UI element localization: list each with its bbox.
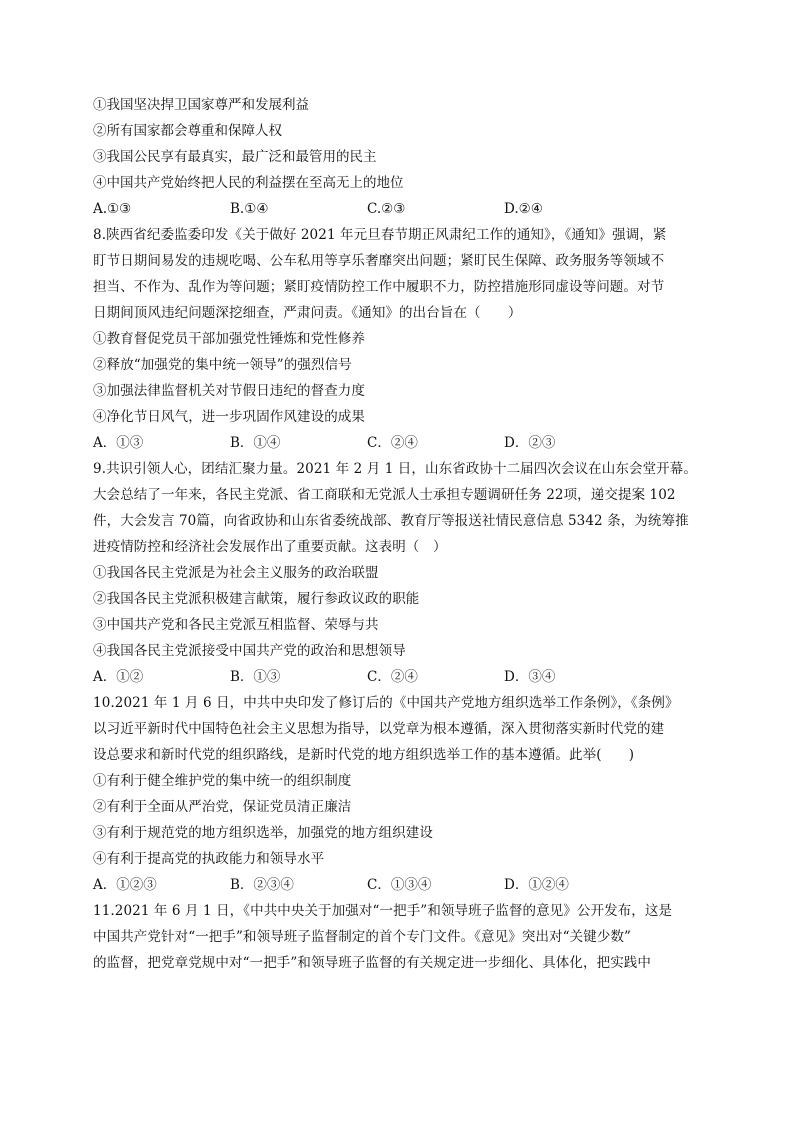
- q8-option-2: ②释放“加强党的集中统一领导”的强烈信号: [93, 357, 352, 373]
- q10-stem-line-1: 10.2021 年 1 月 6 日，中共中央印发了修订后的《中国共产党地方组织选举工作条例》，《条例》: [93, 695, 679, 711]
- q8-choices: [93, 430, 703, 456]
- q8-choice-a: A．①③: [93, 435, 144, 451]
- q10-option-4: ④有利于提高党的执政能力和领导水平: [93, 851, 325, 867]
- q7-choice-c: C.②③: [367, 201, 406, 217]
- q10-choice-a: A．①②③: [93, 877, 157, 893]
- q7-option-4: ④中国共产党始终把人民的利益摆在至高无上的地位: [93, 175, 404, 191]
- question-8: [93, 222, 703, 456]
- q9-choice-a: A．①②: [93, 669, 144, 685]
- q8-option-3: ③加强法律监督机关对节假日违纪的督查力度: [93, 383, 365, 399]
- q8-choice-b: B．①④: [230, 435, 281, 451]
- q9-choices: [93, 664, 703, 690]
- q8-option-1: ①教育督促党员干部加强党性锤炼和党性修养: [93, 331, 365, 347]
- q8-stem-line-3: 担当、不作为、乱作为等问题；紧盯疫情防控工作中履职不力，防控措施形同虚设等问题。对节: [93, 279, 665, 295]
- q9-stem-line-3: 件，大会发言 70篇，向省政协和山东省委统战部、教育厅等报送社情民意信息 5342 条，为统筹推: [93, 513, 689, 529]
- q8-choice-c: C．②④: [367, 435, 418, 451]
- q10-choices: [93, 872, 703, 898]
- q11-stem-line-1: 11.2021 年 6 月 1 日，《中共中央关于加强对“一把手”和领导班子监督的意见》公开发布，这是: [93, 903, 673, 919]
- q7-option-1: ①我国坚决捍卫国家尊严和发展利益: [93, 97, 309, 113]
- q8-stem-line-1: 8.陕西省纪委监委印发《关于做好 2021 年元旦春节期正风肃纪工作的通知》，《通知》强调，紧: [93, 227, 667, 243]
- q9-choice-b: B．①③: [230, 669, 281, 685]
- q8-stem-line-2: 盯节日期间易发的违规吃喝、公车私用等享乐奢靡突出问题；紧盯民生保障、政务服务等领域不: [93, 253, 665, 269]
- q10-choice-b: B．②③④: [230, 877, 294, 893]
- q8-choice-d: D．②③: [504, 435, 556, 451]
- q8-option-4: ④净化节日风气，进一步巩固作风建设的成果: [93, 409, 365, 425]
- q7-choice-d: D.②④: [504, 201, 543, 217]
- question-11: [93, 898, 703, 976]
- q10-stem-line-2: 以习近平新时代中国特色社会主义思想为指导，以党章为根本遵循，深入贯彻落实新时代党的建: [93, 721, 665, 737]
- question-10: [93, 690, 703, 898]
- q9-option-2: ②我国各民主党派积极建言献策，履行参政议政的职能: [93, 591, 420, 607]
- q11-stem-line-2: 中国共产党针对“一把手”和领导班子监督制定的首个专门文件。《意见》突出对“关键少数”: [93, 929, 632, 945]
- q9-choice-d: D．③④: [504, 669, 556, 685]
- q9-choice-c: C．②④: [367, 669, 418, 685]
- q10-stem-line-3: 设总要求和新时代党的组织路线，是新时代党的地方组织选举工作的基本遵循。此举( ): [93, 747, 635, 763]
- q11-stem-line-3: 的监督，把党章党规中对“一把手”和领导班子监督的有关规定进一步细化、具体化，把实践中: [93, 955, 652, 971]
- q7-option-2: ②所有国家都会尊重和保障人权: [93, 123, 282, 139]
- q7-choice-a: A.①③: [93, 201, 132, 217]
- q10-option-1: ①有利于健全维护党的集中统一的组织制度: [93, 773, 352, 789]
- q8-stem-line-4: 日期间顶风违纪问题深挖细查，严肃问责。《通知》的出台旨在（ ）: [93, 305, 522, 321]
- q7-option-3: ③我国公民享有最真实，最广泛和最管用的民主: [93, 149, 377, 165]
- q10-option-3: ③有利于规范党的地方组织选举，加强党的地方组织建设: [93, 825, 433, 841]
- q9-option-3: ③中国共产党和各民主党派互相监督、荣辱与共: [93, 617, 379, 633]
- question-9: [93, 456, 703, 690]
- q10-choice-d: D．①②④: [504, 877, 569, 893]
- q7-choice-b: B.①④: [230, 201, 269, 217]
- q9-option-1: ①我国各民主党派是为社会主义服务的政治联盟: [93, 565, 379, 581]
- q10-choice-c: C．①③④: [367, 877, 432, 893]
- q10-option-2: ②有利于全面从严治党，保证党员清正廉洁: [93, 799, 352, 815]
- exam-page: [93, 92, 703, 976]
- question-7: [93, 92, 703, 222]
- q9-stem-line-2: 大会总结了一年来，各民主党派、省工商联和无党派人士承担专题调研任务 22项，递交提案 102: [93, 487, 676, 503]
- q9-stem-line-4: 进疫情防控和经济社会发展作出了重要贡献。这表明（ ）: [93, 539, 447, 555]
- q9-stem-line-1: 9.共识引领人心，团结汇聚力量。2021 年 2 月 1 日，山东省政协十二届四次会议在山东会堂开幕。: [93, 461, 697, 477]
- q7-choices: [93, 196, 703, 222]
- q9-option-4: ④我国各民主党派接受中国共产党的政治和思想领导: [93, 643, 406, 659]
